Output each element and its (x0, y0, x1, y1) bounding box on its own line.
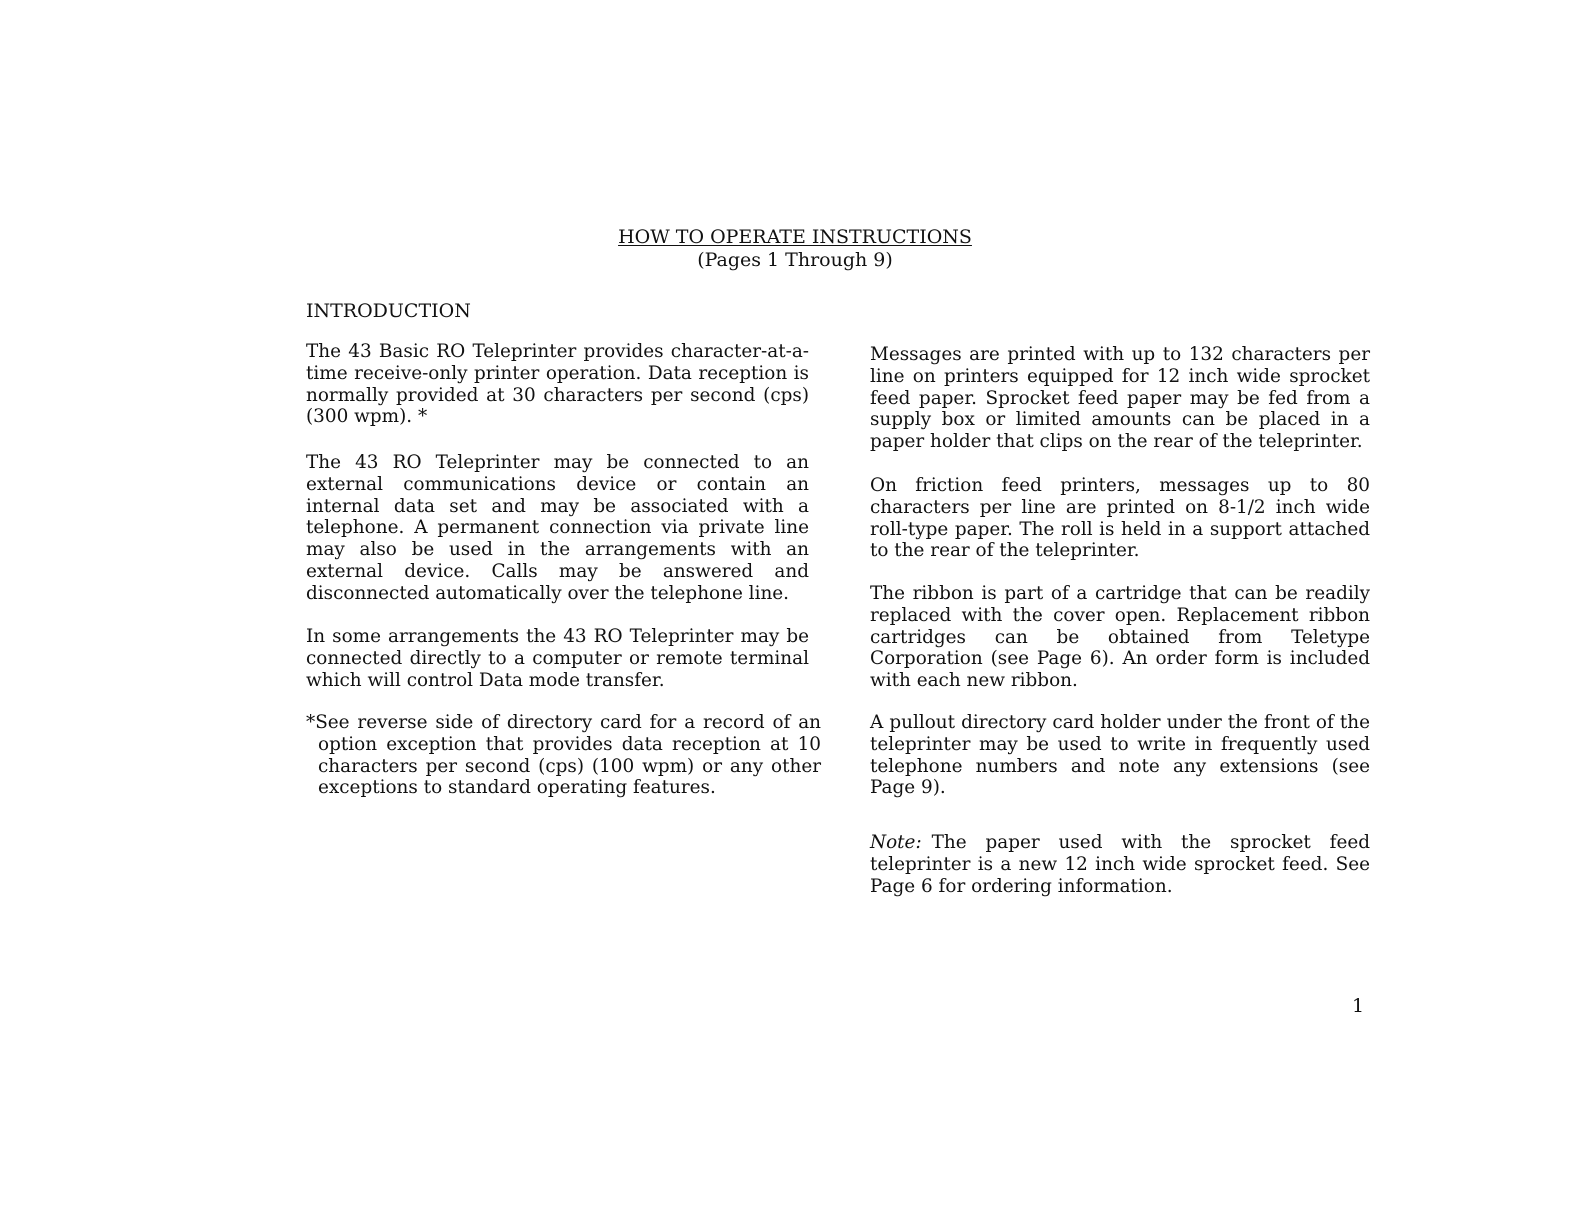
intro-paragraph: The 43 Basic RO Teleprinter provides character-at-a-time receive-only printer operation. Data reception is normally provided at 30 characters per second (cps) (300 wpm). * (306, 341, 809, 428)
connection-paragraph: The 43 RO Teleprinter may be connected to an external communications device or contain an internal data set and may be associated with a telephone. A permanent connection via private line may also be used in the arrangements with an external device. Calls may be answered and disconnected automatically over the telephone line. (306, 452, 809, 604)
messages-paragraph: Messages are printed with up to 132 characters per line on printers equipped for 12 inch wide sprocket feed paper. Sprocket feed paper may be fed from a supply box or limited amounts can be placed in a paper holder that clips on the rear of the teleprinter. (870, 344, 1370, 453)
footnote: *See reverse side of directory card for a record of an option exception that provides data reception at 10 characters per second (cps) (100 wpm) or any other exceptions to standard operating features. (306, 712, 821, 799)
page-number: 1 (1352, 995, 1365, 1017)
section-title: INTRODUCTION (306, 300, 471, 322)
ribbon-paragraph: The ribbon is part of a cartridge that can be readily replaced with the cover open. Replacement ribbon cartridges can be obtained from Teletype Corporation (see Page 6). An order form is included with each new ribbon. (870, 583, 1370, 692)
page-heading (560, 226, 1030, 272)
page-subtitle: (Pages 1 Through 9) (697, 249, 893, 271)
arrangements-paragraph: In some arrangements the 43 RO Teleprinter may be connected directly to a computer or remote terminal which will control Data mode transfer. (306, 626, 809, 691)
note-paragraph (870, 832, 1370, 897)
note-text: The paper used with the sprocket feed teleprinter is a new 12 inch wide sprocket feed. See Page 6 for ordering information. (870, 832, 1370, 897)
directory-card-paragraph: A pullout directory card holder under the front of the teleprinter may be used to write in frequently used telephone numbers and note any extensions (see Page 9). (870, 712, 1370, 799)
page-title: HOW TO OPERATE INSTRUCTIONS (618, 226, 972, 248)
friction-feed-paragraph: On friction feed printers, messages up to 80 characters per line are printed on 8-1/2 inch wide roll-type paper. The roll is held in a support attached to the rear of the teleprinter. (870, 475, 1370, 562)
note-label: Note: (870, 832, 922, 853)
